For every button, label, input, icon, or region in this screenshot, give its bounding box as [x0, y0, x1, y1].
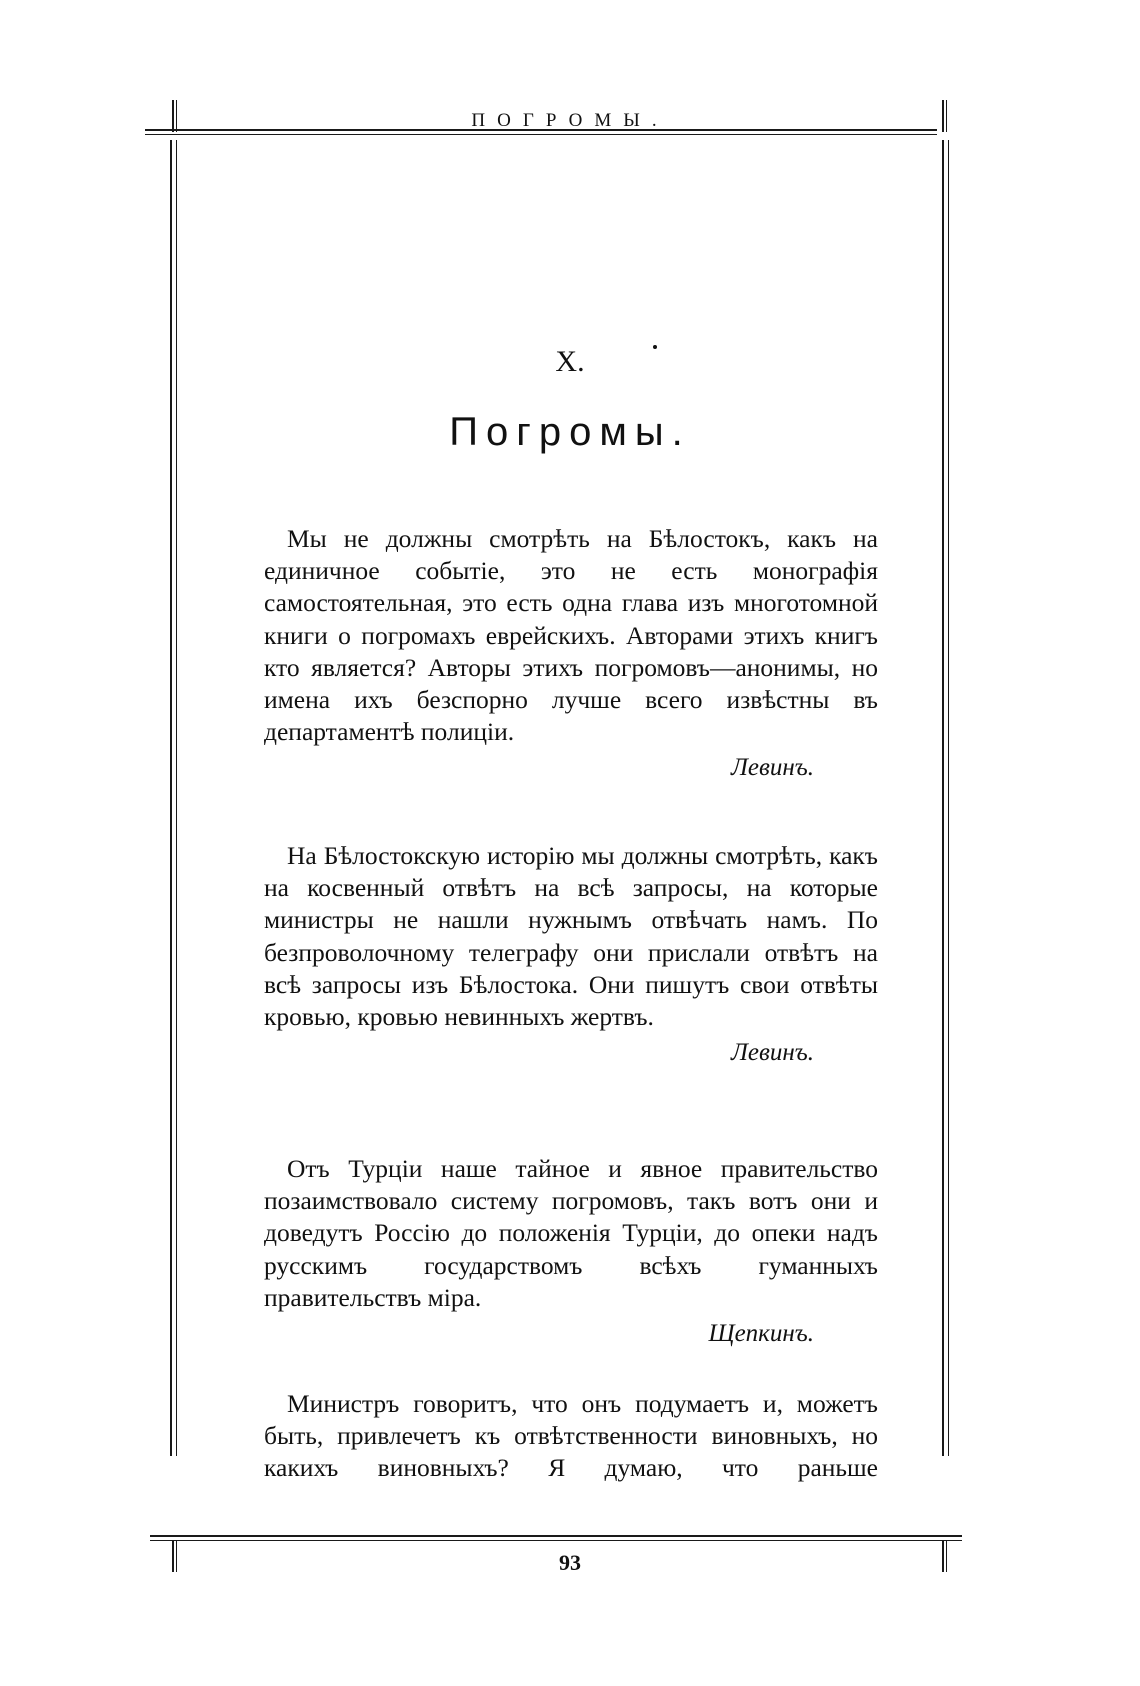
- quote-text: Министръ говоритъ, что онъ подумаетъ и, можетъ быть, привлечетъ къ отвѣтственности виновныхъ, но какихъ виновныхъ? Я думаю, что раньше: [264, 1389, 878, 1483]
- frame-left-rule-2: [176, 140, 177, 1456]
- quote-author: Левинъ.: [730, 1039, 814, 1067]
- chapter-number: X.: [555, 345, 585, 378]
- quote-block: [264, 840, 878, 1067]
- frame-right-rule-1: [942, 140, 944, 1456]
- frame-right-rule-2: [948, 140, 949, 1456]
- page-number: 93: [559, 1550, 581, 1575]
- quote-text: На Бѣлостокскую исторію мы должны смотрѣть, какъ на косвенный отвѣтъ на всѣ запросы, на которые министры не нашли нужнымъ отвѣчать намъ. По безпроволочному телеграфу они прислали отвѣтъ на всѣ запросы изъ Бѣлостока. Они пишутъ свои отвѣты кровью, кровью невинныхъ жертвъ.: [264, 841, 878, 1032]
- quote-text: Мы не должны смотрѣть на Бѣлостокъ, какъ на единичное событіе, это не есть монографія самостоятельная, это есть одна глава изъ многотомной книги о погромахъ еврейскихъ. Авторами этихъ книгъ кто является? Авторы этихъ погромовъ—анонимы, но имена ихъ безспорно лучше всего извѣстны въ департаментѣ полиціи.: [264, 524, 878, 747]
- quote-author: Щепкинъ.: [708, 1320, 814, 1348]
- quote-text: Отъ Турціи наше тайное и явное правительство позаимствовало систему погромовъ, такъ вотъ они и доведутъ Россію до положенія Турціи, до опеки надъ русскимъ государствомъ всѣхъ гуманныхъ правительствъ міра.: [264, 1154, 878, 1312]
- frame-bottom-rule-1: [150, 1535, 962, 1537]
- quote-block: [264, 1153, 878, 1348]
- quote-block: [264, 1388, 878, 1485]
- frame-top-rule-2: [145, 134, 937, 135]
- quote-author: Левинъ.: [730, 754, 814, 782]
- chapter-title: Погромы.: [449, 410, 691, 454]
- frame-left-rule-1: [170, 140, 172, 1456]
- quote-block: [264, 523, 878, 782]
- running-head: ПОГРОМЫ.: [471, 110, 669, 131]
- frame-bottom-rule-2: [150, 1540, 962, 1541]
